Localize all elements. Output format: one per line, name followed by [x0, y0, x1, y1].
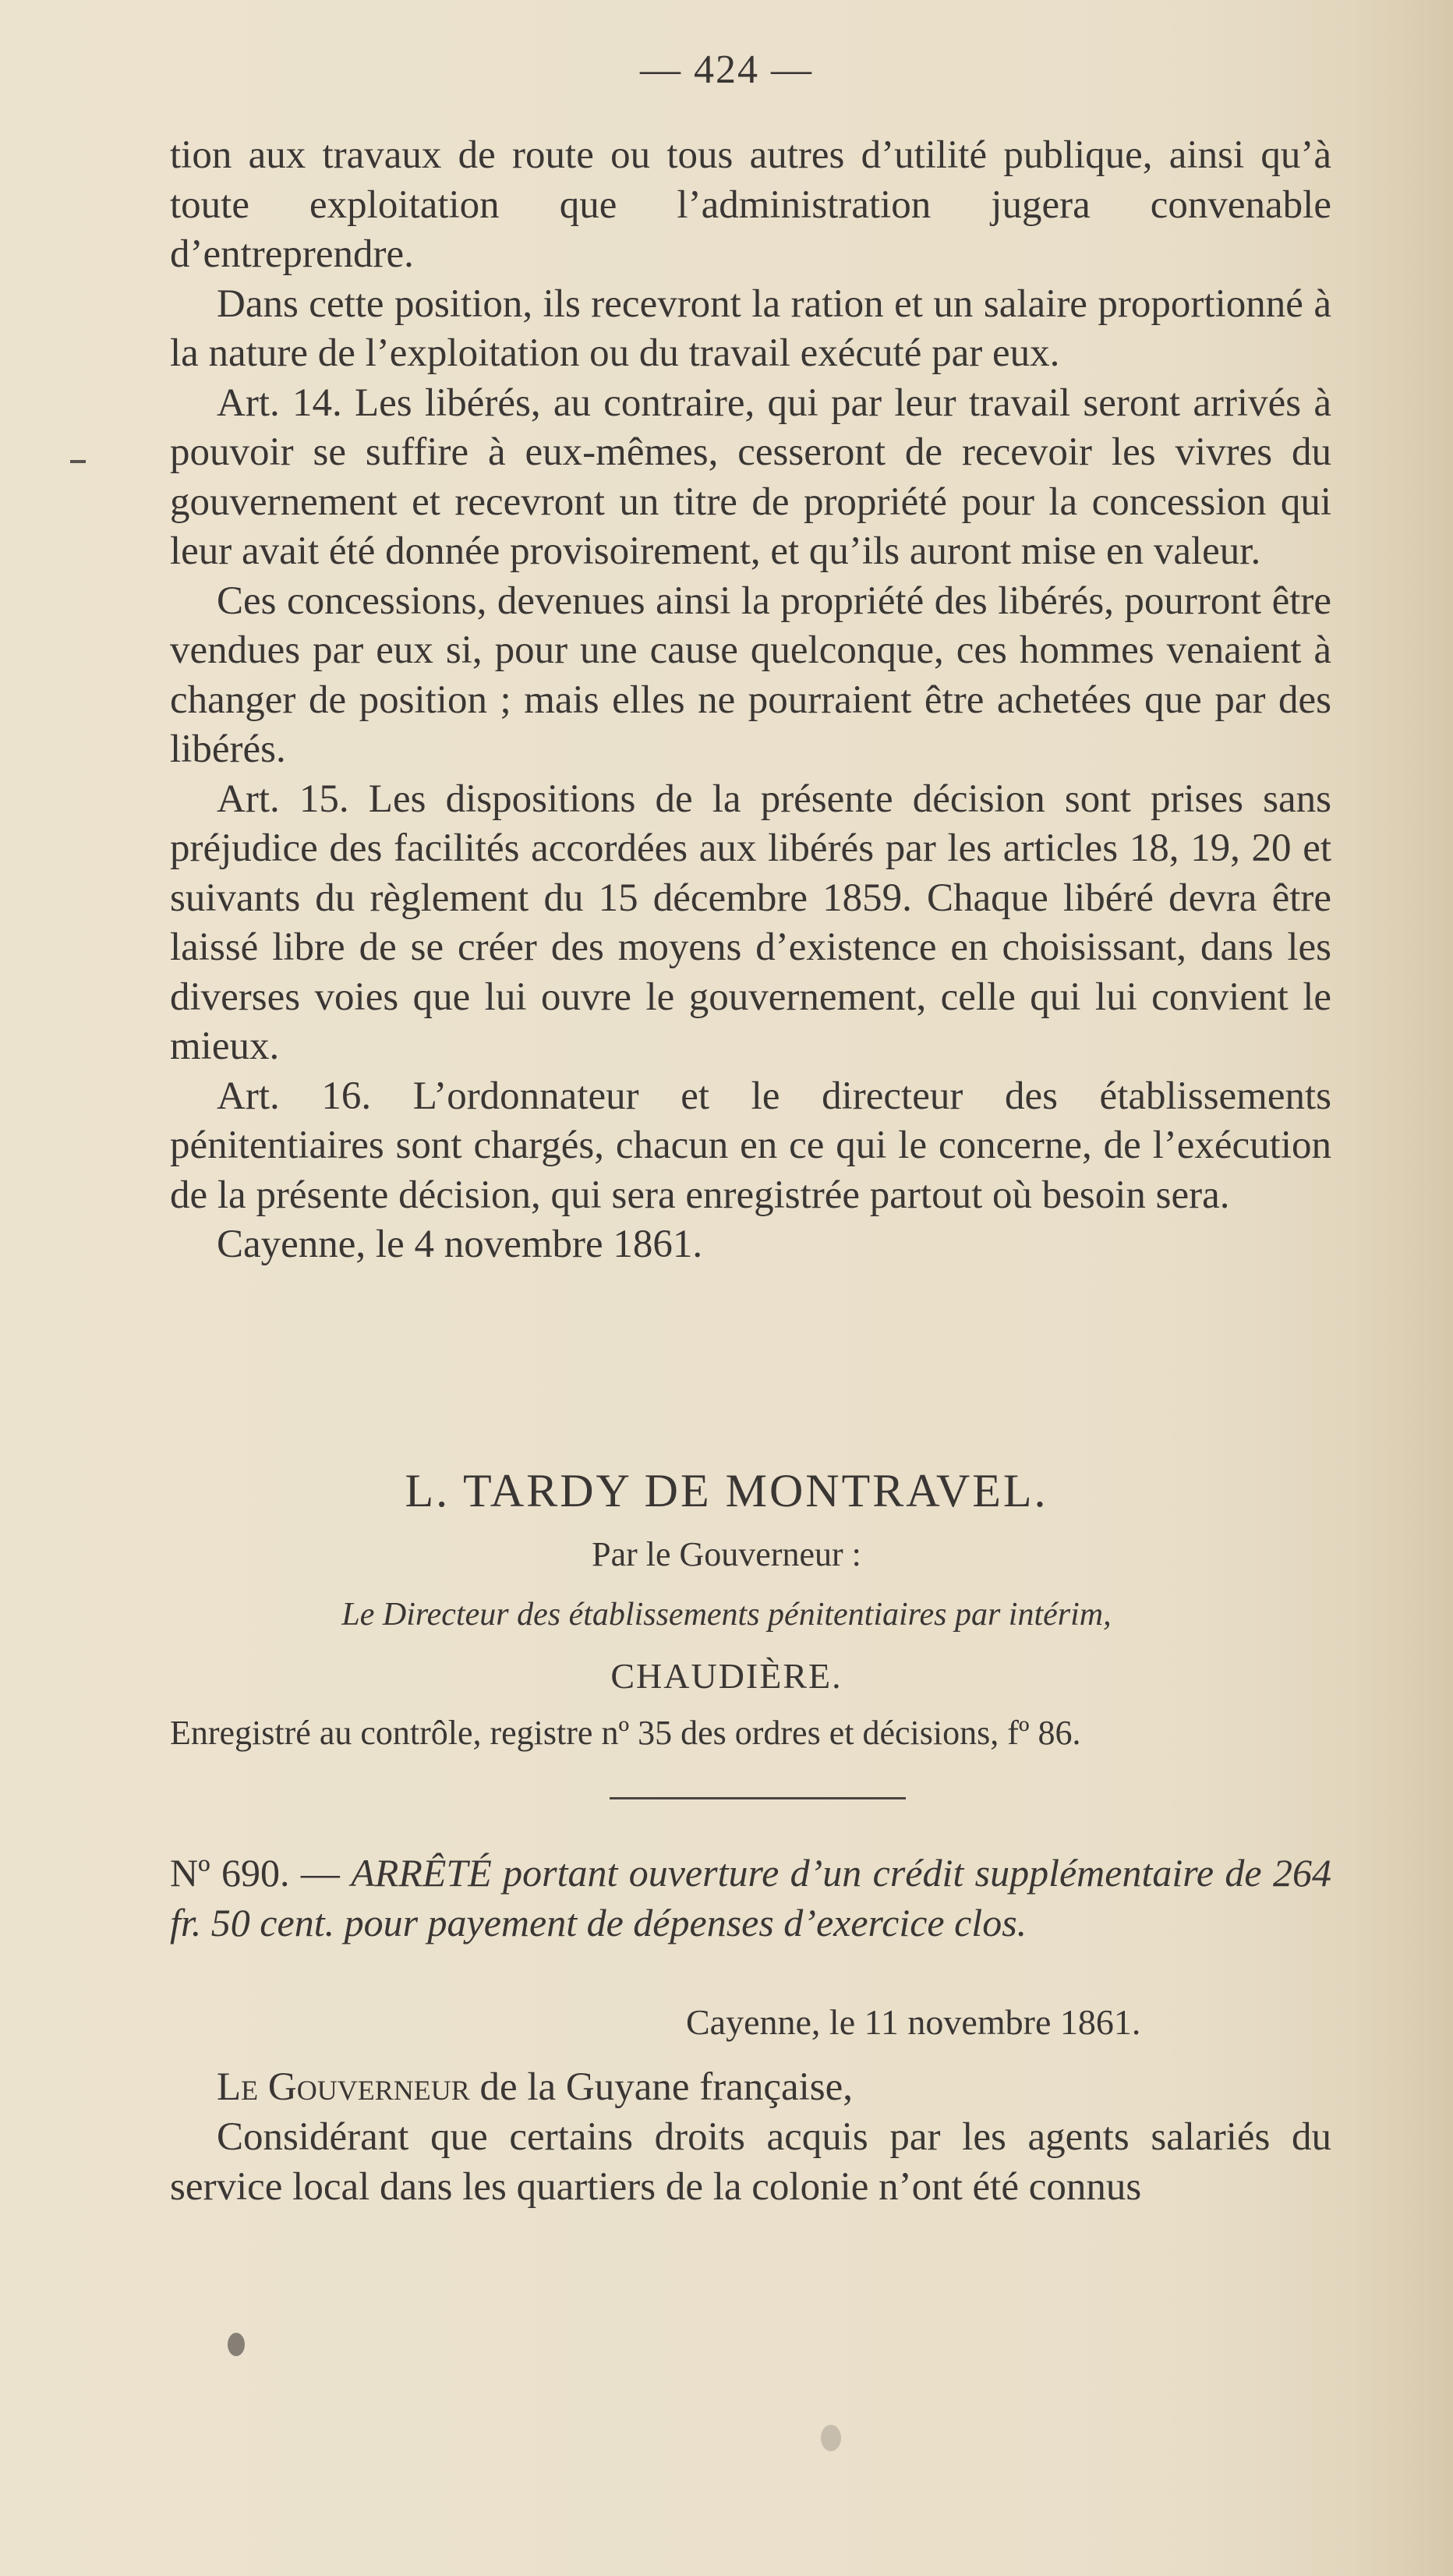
arrete-date: Cayenne, le 11 novembre 1861. [686, 2002, 1141, 2042]
ink-spot-mark [228, 2333, 245, 2356]
signature-directeur-title: Le Directeur des établissements pénitentiaires par intérim, [341, 1597, 1112, 1633]
section-divider [610, 1797, 906, 1799]
margin-dash-mark [70, 460, 86, 463]
arrete-title: ARRÊTÉ portant ouverture d’un crédit supplémentaire de 264 fr. 50 cent. pour payement de dépenses d’exercice clos. [170, 1851, 1331, 1944]
governor-preamble [170, 2062, 1331, 2212]
signature-directeur-name: CHAUDIÈRE. [610, 1656, 843, 1696]
paragraph-art-16: Art. 16. L’ordonnateur et le directeur des établissements pénitentiaires sont chargés, chacun en ce qui le concerne, de l’exécution de la présente décision, qui sera enregistrée partout où besoin sera. [170, 1074, 1331, 1217]
considerant-paragraph: Considérant que certains droits acquis par les agents salariés du service local dans les quartiers de la colonie n’ont été connus [170, 2115, 1331, 2209]
arrete-number: Nº 690. — [170, 1851, 340, 1895]
paragraph-place-date: Cayenne, le 4 novembre 1861. [217, 1223, 703, 1266]
governor-heading-rest: de la Guyane française, [469, 2065, 854, 2109]
governor-heading-smallcaps: Le Gouverneur [217, 2065, 470, 2109]
page-number: — 424 — [640, 48, 813, 92]
registration-note: Enregistré au contrôle, registre nº 35 des ordres et décisions, fº 86. [170, 1714, 1081, 1752]
paragraph-position: Dans cette position, ils recevront la ration et un salaire proportionné à la nature de l’exploitation ou du travail exécuté par eux. [170, 281, 1331, 375]
paragraph-art-15: Art. 15. Les dispositions de la présente décision sont prises sans préjudice des facilités accordées aux libérés par les articles 18, 19, 20 et suivants du règlement du 15 décembre 1859. Chaque libéré devra être laissé libre de se créer des moyens d’existence en choisissant, dans les diverses voies que lui ouvre le gouvernement, celle qui lui convient le mieux. [170, 777, 1331, 1068]
paragraph-concessions: Ces concessions, devenues ainsi la propriété des libérés, pourront être vendues par eux si, pour une cause quelconque, ces hommes venaient à changer de position ; mais elles ne pourraient être achetées que par des libérés. [170, 579, 1331, 771]
decision-body [170, 131, 1331, 1270]
signature-par-le-gouverneur: Par le Gouverneur : [592, 1535, 861, 1573]
signature-governor: L. TARDY DE MONTRAVEL. [405, 1465, 1048, 1516]
paper-blemish-mark [821, 2425, 841, 2451]
arrete-heading [170, 1848, 1331, 1948]
paragraph-art-14: Art. 14. Les libérés, au contraire, qui par leur travail seront arrivés à pouvoir se suffire à eux-mêmes, cesseront de recevoir les vivres du gouvernement et recevront un titre de propriété pour la concession qui leur avait été donnée provisoirement, et qu’ils auront mise en valeur. [170, 380, 1331, 573]
paragraph-continuation: tion aux travaux de route ou tous autres d’utilité publique, ainsi qu’à toute exploitation que l’administration jugera convenable d’entreprendre. [170, 133, 1331, 276]
